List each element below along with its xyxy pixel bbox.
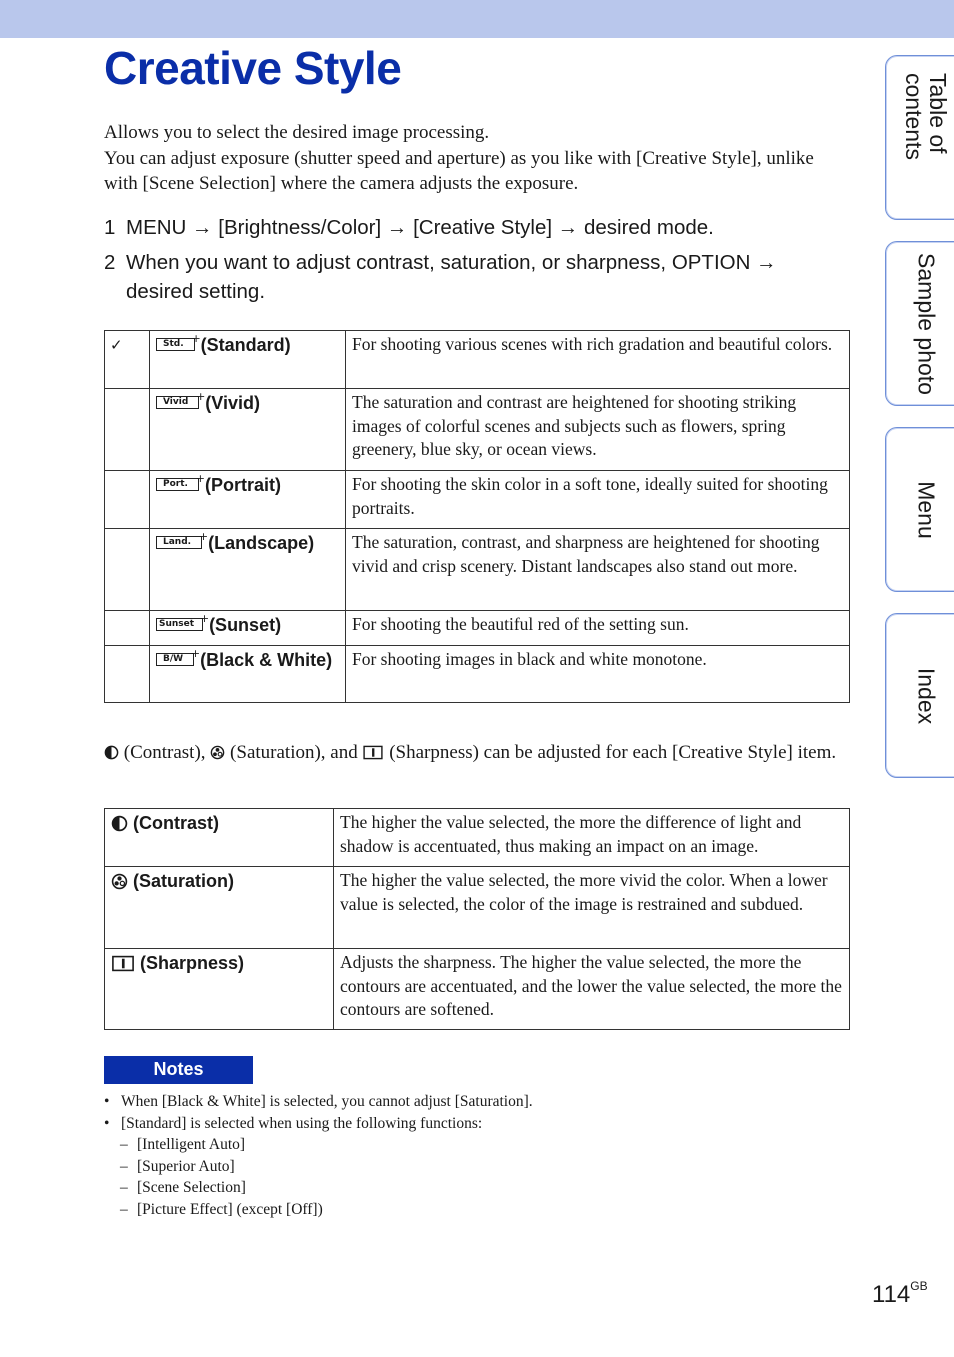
saturation-icon [210, 745, 225, 760]
table-row [105, 646, 850, 703]
style-description: The saturation, contrast, and sharpness are heightened for shooting vivid and crisp scenery. Distant landscapes also stand out more. [346, 529, 850, 611]
tab-label: Table of contents [901, 72, 951, 160]
style-label: (Black & White) [200, 650, 333, 670]
style-name-vivid [150, 389, 346, 471]
adjust-text-2: (Saturation), and [230, 742, 358, 763]
page-number [872, 1281, 928, 1309]
style-name-sunset [150, 611, 346, 646]
intro-line-1: Allows you to select the desired image processing. [104, 122, 490, 143]
adjustment-table [104, 808, 850, 1030]
style-name-landscape [150, 529, 346, 611]
adjust-text-3: (Sharpness) can be adjusted for each [Creative Style] item. [389, 742, 837, 763]
notes-badge: Notes [104, 1056, 253, 1084]
tab-index[interactable] [885, 613, 954, 778]
adjust-label: (Saturation) [133, 871, 235, 891]
style-name-black-white [150, 646, 346, 703]
table-row [105, 331, 850, 389]
sunset-style-icon: Sunset + [156, 618, 203, 631]
table-row [105, 867, 850, 949]
saturation-icon [111, 873, 128, 890]
table-row [105, 471, 850, 529]
list-item: – [Picture Effect] (except [Off]) [104, 1199, 844, 1221]
black-white-style-icon: B/W + [156, 653, 194, 666]
standard-style-icon: Std. + [156, 338, 195, 351]
sharpness-icon [111, 955, 135, 972]
table-row [105, 949, 850, 1030]
step-text: MENU → [Brightness/Color] → [Creative Style] → desired mode. [126, 216, 714, 239]
table-row [105, 389, 850, 471]
sharpness-icon [362, 745, 384, 760]
default-mark-cell [105, 331, 150, 389]
notes-list [104, 1091, 844, 1220]
checkmark-icon: ✓ [110, 336, 123, 354]
style-label: (Standard) [200, 335, 291, 355]
style-label: (Landscape) [208, 533, 315, 553]
table-row [105, 611, 850, 646]
creative-style-table [104, 330, 850, 703]
tab-table-of-contents[interactable] [885, 55, 954, 220]
adjust-name-sharpness [105, 949, 334, 1030]
style-description: For shooting the skin color in a soft tone, ideally suited for shooting portraits. [346, 471, 850, 529]
list-item: – [Scene Selection] [104, 1177, 844, 1199]
adjust-label: (Contrast) [133, 813, 220, 833]
contrast-icon [104, 745, 119, 760]
style-description: For shooting images in black and white monotone. [346, 646, 850, 703]
icon-label: B/W [163, 653, 184, 664]
page-title: Creative Style [104, 42, 402, 94]
tab-label: Index [913, 667, 940, 724]
list-item: – [Intelligent Auto] [104, 1134, 844, 1156]
adjust-name-saturation [105, 867, 334, 949]
icon-label: Port. [163, 478, 188, 489]
adjust-text-1: (Contrast), [123, 742, 206, 763]
contrast-icon [111, 815, 128, 832]
style-name-standard [150, 331, 346, 389]
icon-label: Vivid [163, 396, 189, 407]
step-number: 1 [104, 216, 116, 239]
style-label: (Vivid) [205, 393, 260, 413]
step-text: When you want to adjust contrast, saturation, or sharpness, OPTION → desired setting. [126, 251, 777, 303]
style-name-portrait [150, 471, 346, 529]
style-description: For shooting various scenes with rich gradation and beautiful colors. [346, 331, 850, 389]
list-item: • [Standard] is selected when using the following functions: [104, 1113, 844, 1135]
table-row [105, 529, 850, 611]
top-bar [0, 0, 954, 38]
icon-label: Std. [163, 338, 184, 349]
adjust-description: The higher the value selected, the more vivid the color. When a lower value is selected, the color of the image is restrained and subdued. [334, 867, 850, 949]
adjust-name-contrast [105, 809, 334, 867]
tab-label: Menu [913, 480, 940, 539]
style-label: (Sunset) [209, 615, 282, 635]
portrait-style-icon: Port. + [156, 478, 199, 491]
page-number-value: 114 [872, 1281, 911, 1308]
vivid-style-icon: Vivid + [156, 396, 199, 409]
icon-label: Land. [163, 536, 192, 547]
adjust-description: Adjusts the sharpness. The higher the value selected, the more the contours are accentuated, and the lower the value selected, the more the contours are softened. [334, 949, 850, 1030]
adjustment-intro [104, 740, 844, 765]
tab-label: Sample photo [913, 252, 940, 395]
icon-label: Sunset [159, 618, 195, 629]
intro-text [104, 120, 844, 197]
adjust-description: The higher the value selected, the more the difference of light and shadow is accentuated, thus making an impact on an image. [334, 809, 850, 867]
intro-line-2: You can adjust exposure (shutter speed and aperture) as you like with [Creative Style], unlike with [Scene Selection] where the camera adjusts the exposure. [104, 147, 814, 194]
tab-sample-photo[interactable] [885, 241, 954, 406]
step-number: 2 [104, 251, 116, 274]
list-item: • When [Black & White] is selected, you cannot adjust [Saturation]. [104, 1091, 844, 1113]
style-label: (Portrait) [204, 475, 281, 495]
landscape-style-icon: Land. + [156, 536, 202, 549]
style-description: The saturation and contrast are heightened for shooting striking images of colorful scenes and subjects such as flowers, spring greenery, blue sky, or ocean views. [346, 389, 850, 471]
style-description: For shooting the beautiful red of the setting sun. [346, 611, 850, 646]
tab-menu[interactable] [885, 427, 954, 592]
page-number-suffix: GB [910, 1279, 928, 1293]
table-row [105, 809, 850, 867]
adjust-label: (Sharpness) [140, 953, 245, 973]
list-item: – [Superior Auto] [104, 1156, 844, 1178]
